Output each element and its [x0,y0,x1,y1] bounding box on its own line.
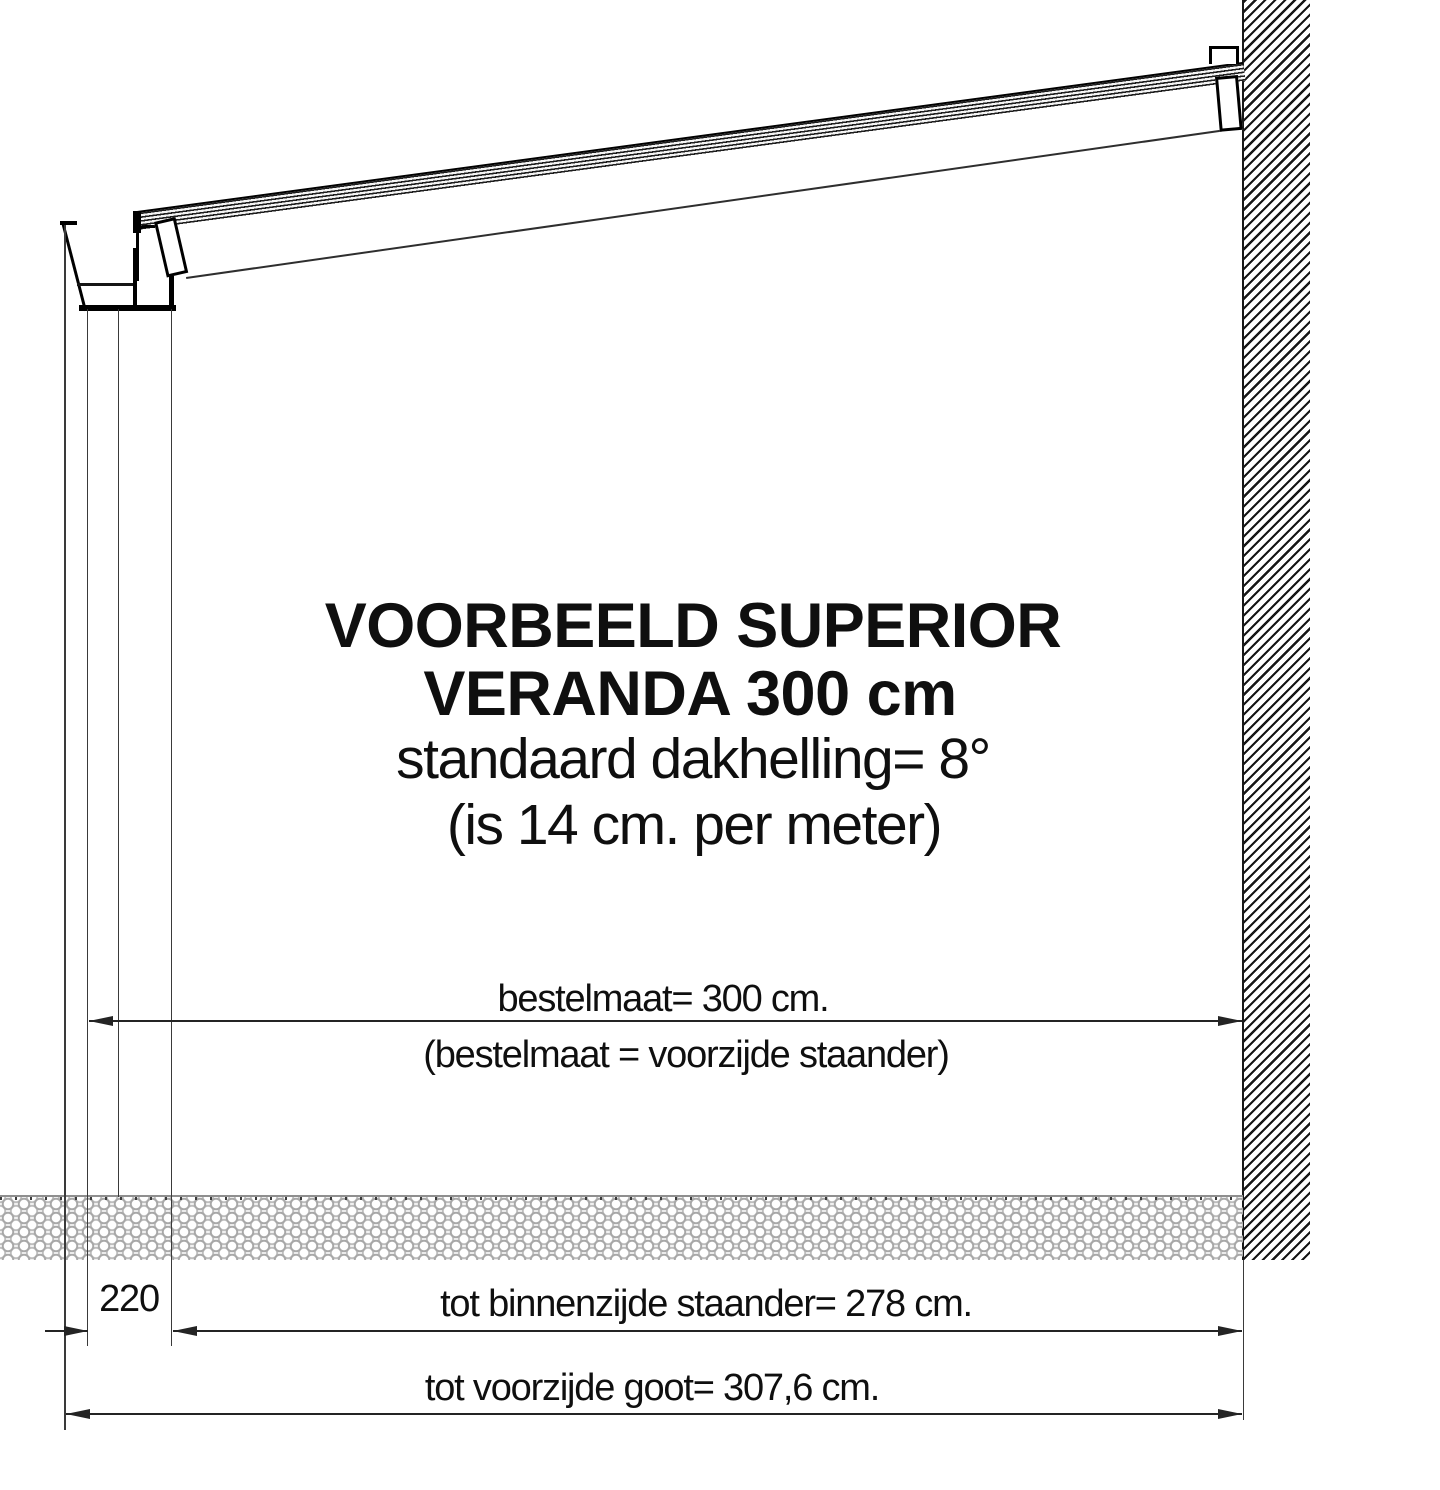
dimension-line-220-outside-arrow [45,1330,88,1332]
gutter-bottom [79,305,176,311]
arrowhead-right-icon [1218,1409,1242,1419]
arrowhead-left-icon [173,1326,197,1336]
post-top-bracket [154,217,188,277]
arrowhead-right-icon [1218,1326,1242,1336]
label-post-depth-220: 220 [99,1278,159,1320]
label-bestelmaat: bestelmaat= 300 cm. [497,978,829,1020]
house-wall-hatch [1242,0,1310,1260]
ground-band [0,1195,1243,1260]
dimension-line-binnenzijde-staander [173,1330,1242,1332]
ground-surface-dashes [0,1197,1243,1200]
drawing-subtitle-slope-note: (is 14 cm. per meter) [446,793,942,857]
dimension-line-voorzijde-goot [66,1413,1242,1415]
drawing-title-line2: VERANDA 300 cm [423,659,957,729]
post-front-edge [133,248,137,308]
extension-line-wall-face [1243,1260,1245,1420]
arrowhead-left-icon [89,1016,113,1026]
gutter-front-lip [60,221,77,225]
drawing-title-line1: VOORBEELD SUPERIOR [324,591,1062,661]
extension-line-gutter-front [64,225,66,1430]
arrowhead-right-icon [1218,1016,1242,1026]
drawing-subtitle-slope: standaard dakhelling= 8° [396,727,990,791]
wall-flashing-profile [1209,46,1239,64]
extension-line-post-inner [171,309,173,1346]
gutter-clamp-hook [136,225,155,281]
label-bestelmaat-note: (bestelmaat = voorzijde staander) [423,1034,949,1076]
label-voorzijde-goot: tot voorzijde goot= 307,6 cm. [424,1367,880,1409]
wall-mount-bracket [1215,75,1243,132]
extension-line-post-front [87,309,89,1346]
post-rear-edge [169,276,174,309]
post-centre-line [118,309,120,1197]
arrowhead-right-icon [64,1326,88,1336]
arrowhead-left-icon [66,1409,90,1419]
label-binnenzijde-staander: tot binnenzijde staander= 278 cm. [440,1283,972,1325]
gutter-inner-rim [77,283,136,286]
